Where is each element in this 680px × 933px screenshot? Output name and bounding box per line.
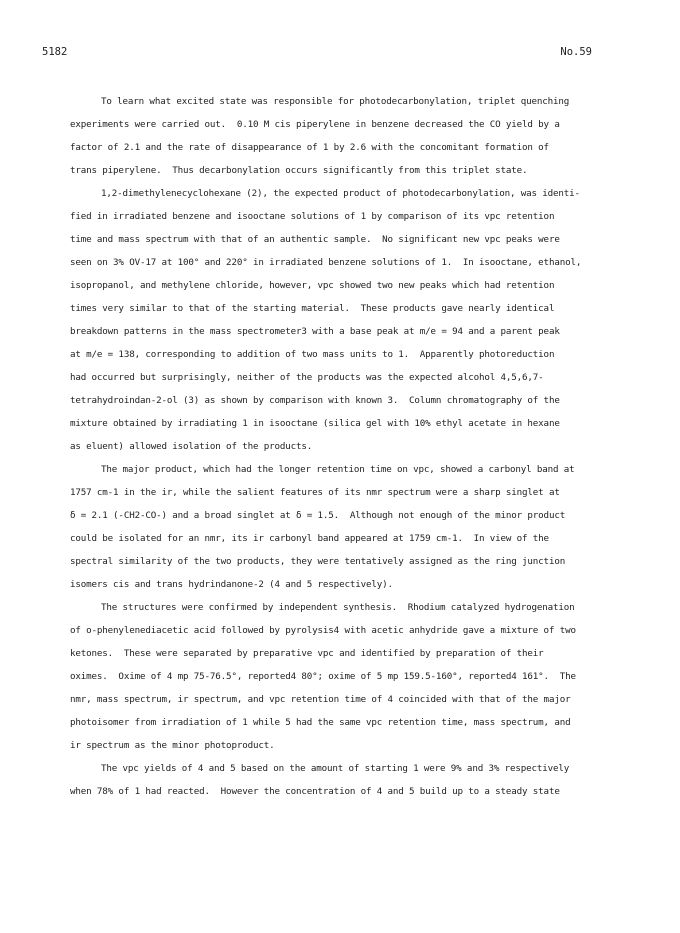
text-line: 1757 cm-1 in the ir, while the salient features of its nmr spectrum were a sharp singlet at	[70, 487, 560, 498]
text-line: isopropanol, and methylene chloride, however, vpc showed two new peaks which had retention	[70, 280, 555, 291]
text-line: fied in irradiated benzene and isooctane solutions of 1 by comparison of its vpc retention	[70, 211, 555, 222]
text-line: spectral similarity of the two products, they were tentatively assigned as the ring junction	[70, 556, 566, 567]
text-line: seen on 3% OV-17 at 100° and 220° in irradiated benzene solutions of 1. In isooctane, ethanol,	[70, 257, 582, 268]
text-line: mixture obtained by irradiating 1 in isooctane (silica gel with 10% ethyl acetate in hexane	[70, 418, 560, 429]
text-line: nmr, mass spectrum, ir spectrum, and vpc retention time of 4 coincided with that of the major	[70, 694, 571, 705]
text-line: oximes. Oxime of 4 mp 75-76.5°, reported4 80°; oxime of 5 mp 159.5-160°, reported4 161°. The	[70, 671, 576, 682]
text-line: δ = 2.1 (-CH2-CO-) and a broad singlet at δ = 1.5. Although not enough of the minor product	[70, 510, 566, 521]
text-line: experiments were carried out. 0.10 M cis piperylene in benzene decreased the CO yield by a	[70, 119, 560, 130]
text-line: time and mass spectrum with that of an authentic sample. No significant new vpc peaks were	[70, 234, 560, 245]
text-line: The major product, which had the longer retention time on vpc, showed a carbonyl band at	[101, 464, 575, 475]
text-line: The structures were confirmed by independent synthesis. Rhodium catalyzed hydrogenation	[101, 602, 575, 613]
text-line: had occurred but surprisingly, neither of the products was the expected alcohol 4,5,6,7-	[70, 372, 544, 383]
page-number: 5182	[42, 46, 68, 58]
text-line: at m/e = 138, corresponding to addition of two mass units to 1. Apparently photoreduction	[70, 349, 555, 360]
text-line: To learn what excited state was responsible for photodecarbonylation, triplet quenching	[101, 96, 570, 107]
text-line: ketones. These were separated by preparative vpc and identified by preparation of their	[70, 648, 544, 659]
text-line: photoisomer from irradiation of 1 while 5 had the same vpc retention time, mass spectrum, and	[70, 717, 571, 728]
text-line: factor of 2.1 and the rate of disappearance of 1 by 2.6 with the concomitant formation of	[70, 142, 549, 153]
text-line: The vpc yields of 4 and 5 based on the amount of starting 1 were 9% and 3% respectively	[101, 763, 570, 774]
text-line: ir spectrum as the minor photoproduct.	[70, 740, 275, 751]
text-line: when 78% of 1 had reacted. However the concentration of 4 and 5 build up to a steady state	[70, 786, 560, 797]
text-line: 1,2-dimethylenecyclohexane (2), the expected product of photodecarbonylation, was identi-	[101, 188, 580, 199]
text-line: times very similar to that of the starting material. These products gave nearly identical	[70, 303, 555, 314]
text-line: tetrahydroindan-2-ol (3) as shown by comparison with known 3. Column chromatography of the	[70, 395, 560, 406]
text-line: trans piperylene. Thus decarbonylation occurs significantly from this triplet state.	[70, 165, 528, 176]
issue-number: No.59	[560, 46, 592, 58]
text-line: isomers cis and trans hydrindanone-2 (4 and 5 respectively).	[70, 579, 393, 590]
text-line: of o-phenylenediacetic acid followed by pyrolysis4 with acetic anhydride gave a mixture of two	[70, 625, 576, 636]
text-line: breakdown patterns in the mass spectrometer3 with a base peak at m/e = 94 and a parent peak	[70, 326, 560, 337]
text-line: could be isolated for an nmr, its ir carbonyl band appeared at 1759 cm-1. In view of the	[70, 533, 549, 544]
text-line: as eluent) allowed isolation of the products.	[70, 441, 313, 452]
